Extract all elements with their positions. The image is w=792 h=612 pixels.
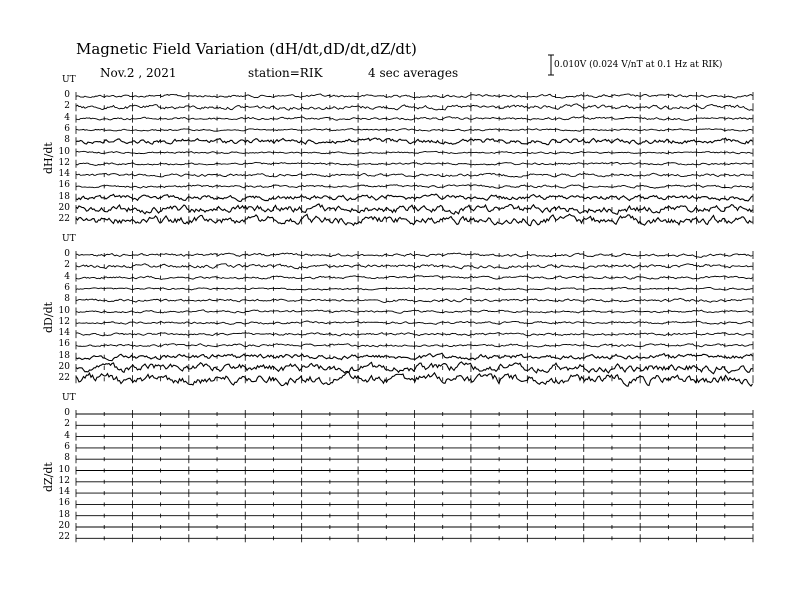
station-label: station=RIK [248, 66, 323, 80]
hour-label: 2 [64, 419, 70, 430]
hour-label: 4 [64, 271, 70, 282]
hour-label: 8 [64, 294, 70, 305]
hour-label: 6 [64, 123, 70, 134]
hour-label: 8 [64, 135, 70, 146]
hour-label: 18 [58, 350, 70, 361]
panel-ylabel: dH/dt [42, 142, 55, 174]
hour-label: 2 [64, 260, 70, 271]
hour-label: 12 [58, 157, 70, 168]
panel-ylabel: dZ/dt [42, 462, 55, 492]
hour-label: 14 [58, 328, 70, 339]
hour-label: 10 [58, 146, 70, 157]
hour-label: 16 [58, 339, 70, 350]
hour-label: 10 [58, 305, 70, 316]
ut-axis-label: UT [62, 393, 76, 403]
scale-label: 0.010V (0.024 V/nT at 0.1 Hz at RIK) [554, 60, 723, 70]
hour-label: 20 [58, 362, 70, 372]
hour-label: 18 [58, 509, 70, 520]
hour-label: 4 [64, 430, 70, 441]
hour-label: 22 [58, 532, 70, 543]
hour-label: 20 [58, 203, 70, 213]
hour-label: 4 [64, 112, 70, 123]
hour-label: 0 [64, 408, 70, 418]
panel-ylabel: dD/dt [42, 301, 55, 333]
hour-label: 22 [58, 214, 70, 225]
ut-axis-label: UT [62, 75, 76, 85]
hour-label: 16 [58, 180, 70, 191]
hour-label: 14 [58, 487, 70, 498]
hour-label: 16 [58, 498, 70, 509]
hour-label: 20 [58, 521, 70, 531]
hour-label: 8 [64, 453, 70, 464]
averages-label: 4 sec averages [368, 66, 459, 80]
hour-label: 6 [64, 441, 70, 452]
date-label: Nov.2 , 2021 [100, 66, 177, 80]
hour-label: 14 [58, 169, 70, 180]
hour-label: 10 [58, 464, 70, 475]
hour-label: 0 [64, 90, 70, 100]
hour-label: 18 [58, 191, 70, 202]
hour-label: 0 [64, 249, 70, 259]
hour-label: 12 [58, 316, 70, 327]
hour-label: 6 [64, 282, 70, 293]
hour-label: 12 [58, 475, 70, 486]
chart-title: Magnetic Field Variation (dH/dt,dD/dt,dZ/dt) [76, 40, 417, 58]
hour-label: 22 [58, 373, 70, 384]
hour-label: 2 [64, 101, 70, 112]
ut-axis-label: UT [62, 234, 76, 244]
